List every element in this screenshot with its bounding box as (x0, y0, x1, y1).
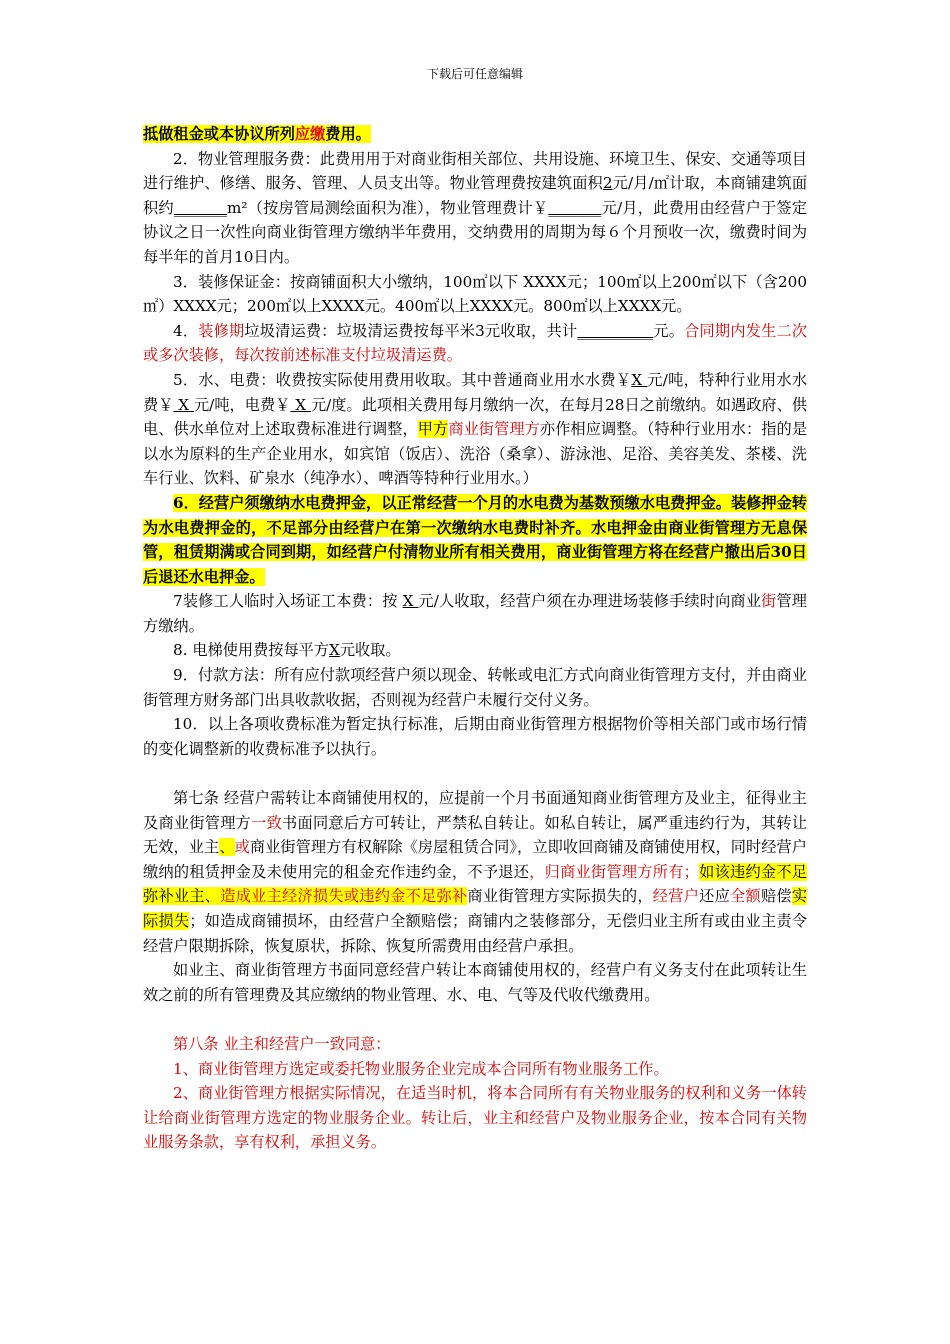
text-run: 商业街管理方实际损失的， (467, 887, 653, 906)
document-body (143, 122, 807, 1155)
text-run: 还应 (699, 887, 731, 906)
text-run: 9．付款方法：所有应付款项经营户须以现金、转帐或电汇方式向商业街管理方支付，并由商业街管理方财务部门出具收款收据，否则视为经营户未履行交付义务。 (143, 666, 807, 709)
text-run: 元/月/㎡计取，本商铺建筑面积约 (143, 174, 808, 217)
text-run: 造成业主经济损失或违约金不足弥补 (220, 887, 468, 906)
text-run: 4． (173, 321, 199, 340)
text-run: X (631, 370, 648, 389)
paragraph (143, 319, 807, 368)
paragraph (143, 270, 807, 319)
text-run: 、 (219, 838, 235, 857)
text-run: 第七条 经营户需转让本商铺使用权的，应提前一个月书面通知商业街管理方及业主，征得业主及商业街管理方 (143, 789, 807, 832)
paragraph-spacer (143, 1007, 807, 1032)
paragraph (143, 1057, 807, 1082)
text-run: 费用。 (325, 125, 371, 143)
text-run: 亦作相应调整。（特种行业用水：指的是以水为原料的生产企业用水，如宾馆（饭店）、洗浴（桑拿）、游泳池、足浴、美容美发、茶楼、洗车行业、饮料、矿泉水（纯净水）、啤酒等特种行业用水。） (143, 420, 808, 488)
text-run: ；如造成商铺损坏，由经营户全额赔偿；商铺内之装修部分，无偿归业主所有或由业主责令经营户限期拆除，恢复原状，拆除、恢复所需费用由经营户承担。 (143, 912, 807, 955)
paragraph-spacer (143, 761, 807, 786)
text-run: 2．物业管理服务费：此费用用于对商业街相关部位、共用设施、环境卫生、保安、交通等项目进行维护、修缮、服务、管理、人员支出等。物业管理费按建筑面积 (143, 149, 807, 193)
text-run: X (173, 395, 194, 414)
text-run: 5．水、电费：收费按实际使用费用收取。其中普通商业用水水费￥ (173, 370, 632, 389)
text-run: 7装修工人临时入场证工本费：按 (173, 592, 403, 611)
text-run: 如业主、商业街管理方书面同意经营户转让本商铺使用权的，经营户有义务支付在此项转让生效之前的所有管理费及其应缴纳的物业管理、水、电、气等及代收代缴费用。 (143, 961, 807, 1004)
text-run: 应缴 (294, 125, 326, 143)
text-run: 垃圾清运费：垃圾清运费按每平米3元收取，共计 (244, 321, 578, 340)
text-run: 一致 (251, 813, 283, 832)
text-run: 经营户 (652, 887, 700, 906)
paragraph (143, 786, 807, 958)
text-run: 3．装修保证金：按商铺面积大小缴纳，100㎡以下 XXXX元；100㎡以上200㎡以下（含200㎡）XXXX元；200㎡以上XXXX元。400㎡以上XXXX元。800㎡以上XXXX元。 (143, 272, 807, 316)
page-header: 下载后可任意编辑 (426, 67, 523, 81)
text-run: 元/吨，电费￥ (193, 395, 291, 414)
text-run: X (402, 592, 419, 611)
text-run: 商业街管理方 (448, 420, 540, 439)
text-run: __________ (577, 321, 654, 340)
text-run: 第八条 业主和经营户一致同意： (173, 1034, 391, 1053)
text-run: 元/月，此费用由经营户于签定协议之日一次性向商业街管理方缴纳半年费用，交纳费用的周期为每６个月预收一次，缴费时间为每半年的首月10日内。 (143, 198, 808, 266)
text-run: 8. 电梯使用费按每平方 (173, 641, 330, 660)
paragraph (143, 491, 807, 589)
text-run: 甲方 (417, 420, 449, 439)
text-run: 如该违约金不足弥补业主、 (143, 862, 808, 906)
text-run: 赔偿 (760, 887, 792, 906)
text-run: 2、商业街管理方根据实际情况，在适当时机，将本合同所有有关物业服务的权利和义务一体转让给商业街管理方选定的物业服务企业。转让后，业主和经营户及物业服务企业，按本合同有关物业服务条款，享有权利，承担义务。 (143, 1084, 807, 1152)
paragraph (143, 958, 807, 1007)
text-run: ，归商业街管理方所有； (529, 862, 699, 881)
text-run: 元收取。 (339, 641, 401, 660)
paragraph (143, 712, 807, 761)
text-run: 装修期 (198, 321, 245, 340)
text-run: 或 (234, 838, 250, 857)
paragraph (143, 1032, 807, 1057)
text-run: 书面同意后方可转让，严禁私自转让。如私自转让，属严重违约行为，其转让无效，业主 (143, 813, 808, 857)
paragraph (143, 638, 807, 663)
text-run: 元/人收取，经营户须在办理进场装修手续时向商业 (418, 592, 762, 611)
text-run: 元/吨，特种行业用水水费￥ (143, 370, 808, 414)
text-run: m²（按房管局测绘面积为准），物业管理费计￥ (226, 198, 549, 217)
paragraph (143, 368, 807, 491)
text-run: 10．以上各项收费标准为暂定执行标准，后期由商业街管理方根据物价等相关部门或市场行情的变化调整新的收费标准予以执行。 (143, 715, 807, 758)
text-run: 抵做租金或本协议所列 (143, 125, 295, 143)
text-run: X (329, 641, 340, 660)
paragraph (143, 122, 807, 147)
text-run: 2 (602, 174, 613, 193)
text-run: 6．经营户须缴纳水电费押金，以正常经营一个月的水电费为基数预缴水电费押金。装修押金转为水电费押金的，不足部分由经营户在第一次缴纳水电费时补齐。水电押金由商业街管理方无息保管，租赁期满或合同到期，如经营户付清物业所有相关费用，商业街管理方将在经营户撤出后30日后退还水电押金。 (143, 493, 807, 586)
paragraph (143, 589, 807, 638)
text-run: 全额 (730, 887, 761, 906)
text-run: _______ (548, 198, 602, 217)
paragraph (143, 1081, 807, 1155)
text-run: 实际损失 (143, 887, 808, 930)
text-run: _______ (173, 198, 227, 217)
text-run: 商业街管理方有权解除《房屋租赁合同》，立即收回商铺及商铺使用权，同时经营户缴纳的租赁押金及未使用完的租金充作违约金，不予退还 (143, 838, 807, 881)
text-run: 1、商业街管理方选定或委托物业服务企业完成本合同所有物业服务工作。 (173, 1059, 669, 1078)
text-run: 管理方缴纳。 (143, 592, 807, 635)
text-run: X (290, 395, 311, 414)
text-run: 元/度。此项相关费用每月缴纳一次，在每月28日之前缴纳。如遇政府、供电、供水单位对上述取费标准进行调整， (143, 395, 808, 439)
text-run: 合同期内发生二次或多次装修，每次按前述标准支付垃圾清运费。 (143, 321, 808, 365)
paragraph (143, 147, 807, 270)
text-run: 街 (761, 592, 777, 611)
paragraph (143, 663, 807, 712)
text-run: 元。 (653, 321, 685, 340)
